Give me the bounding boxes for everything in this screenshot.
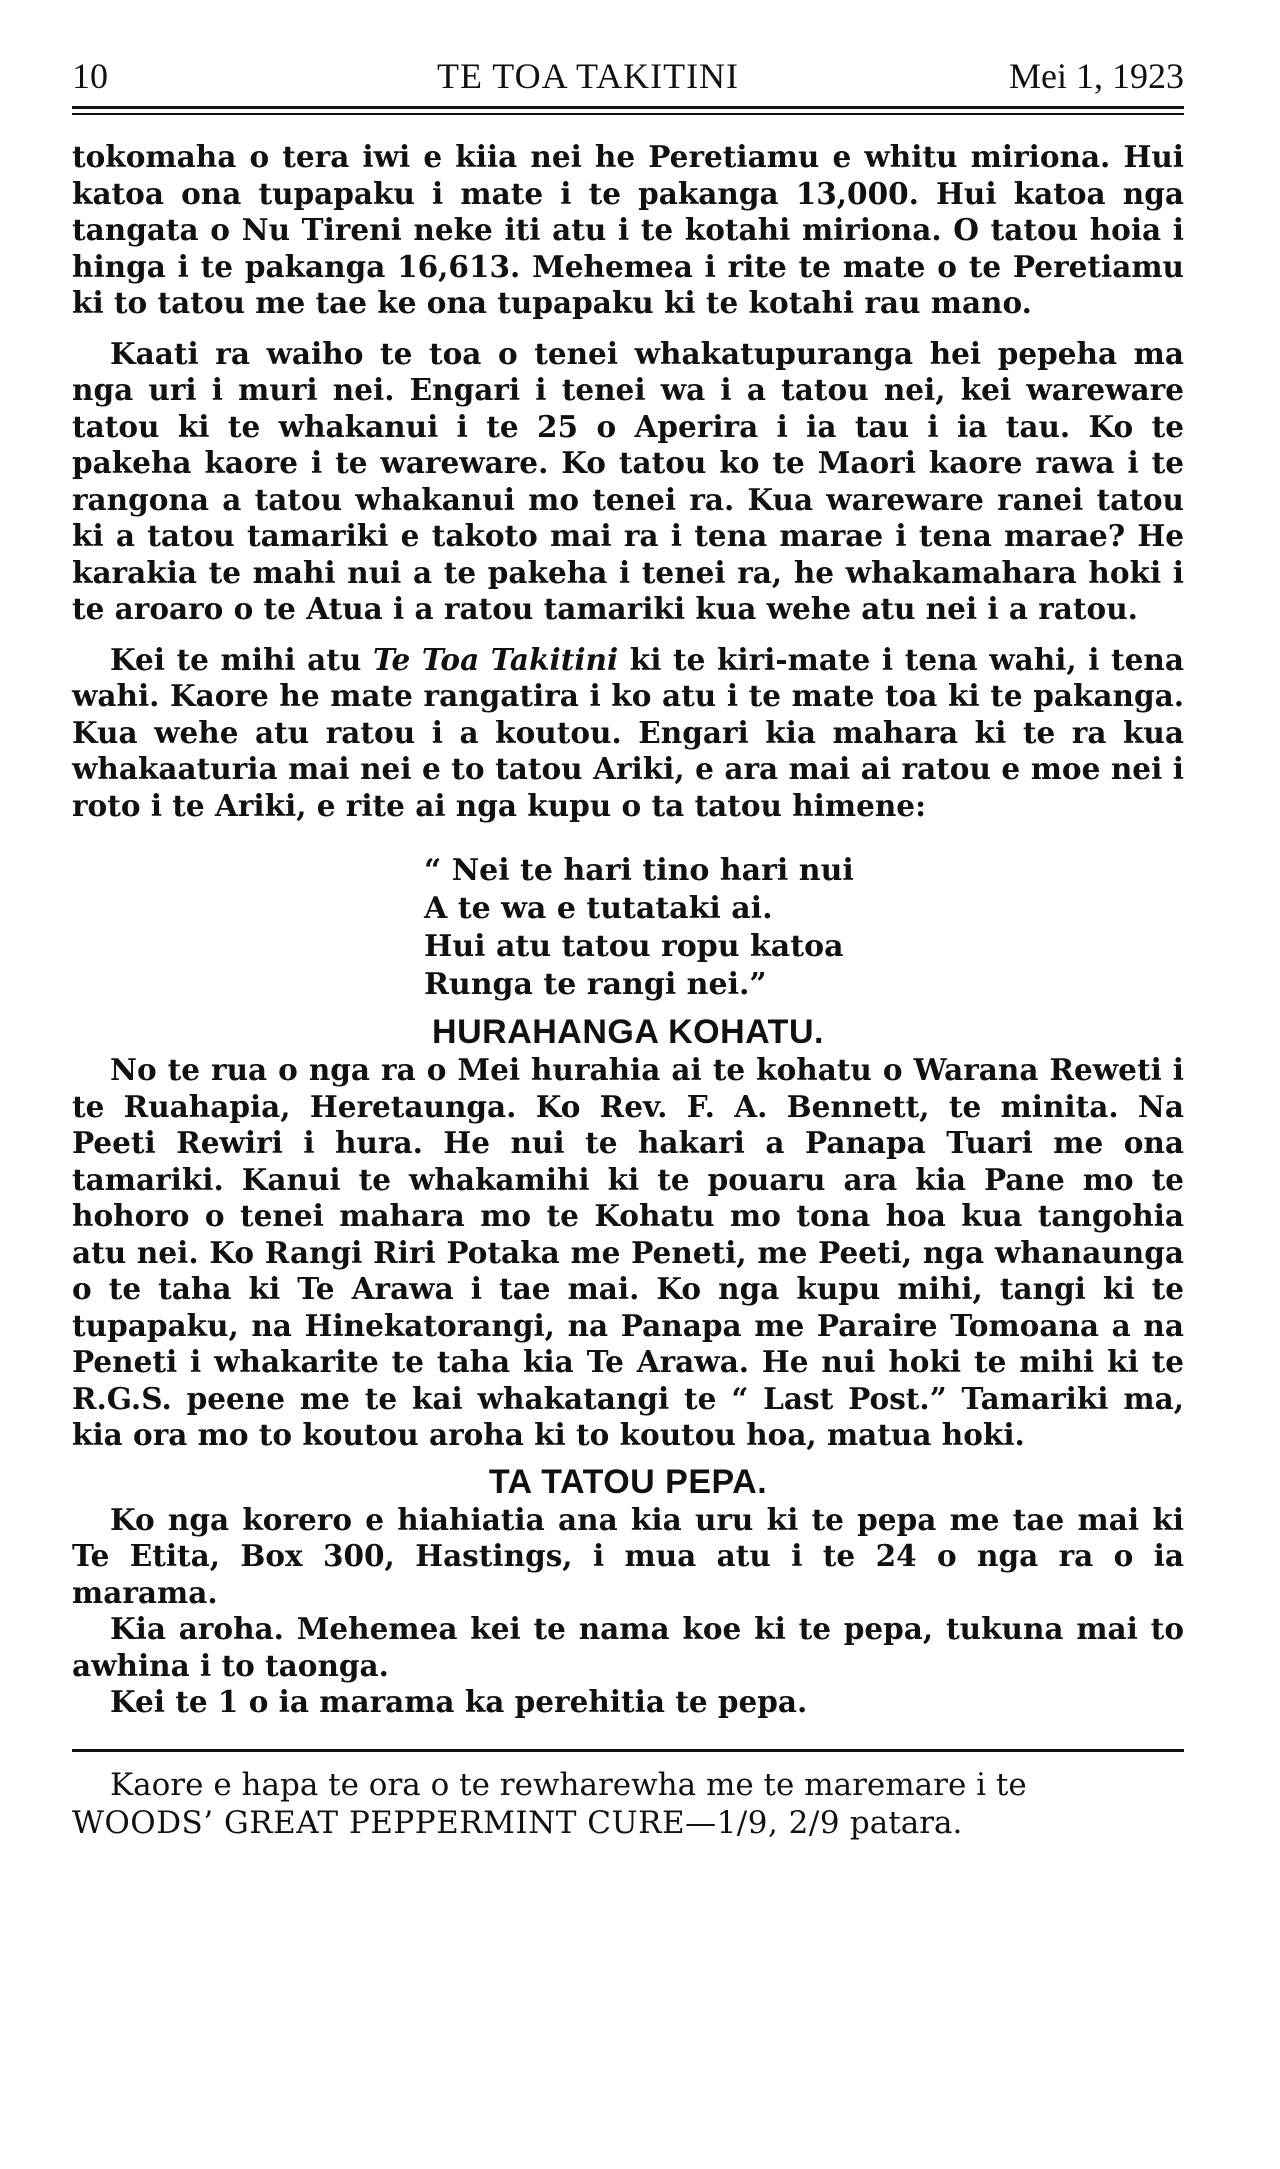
article1-paragraph-2: Kaati ra waiho te toa o tenei whakatupuranga hei pepeha ma nga uri i muri nei. Engari i tenei wa i a tatou nei, kei wareware tatou ki te whakanui i te 25 o Aperira i ia tau i ia tau. Ko te pakeha kaore i te wareware. Ko tatou ko te Maori kaore rawa i te rangona a tatou whakanui mo tenei ra. Kua wareware ranei tatou ki a tatou tamariki e takoto mai ra i tena marae i tena marae? He karakia te mahi nui a te pakeha i tenei ra, he whakamahara hoki i te aroaro o te Atua i a ratou tamariki kua wehe atu nei i a ratou.: [72, 335, 1184, 626]
header-rule: [72, 106, 1184, 115]
page-header: [72, 54, 1184, 98]
newspaper-page: [72, 54, 1184, 1842]
advert-product: WOODS’ GREAT PEPPERMINT CURE—1/9, 2/9: [72, 1804, 841, 1841]
article1-paragraph-1: tokomaha o tera iwi e kiia nei he Peretiamu e whitu miriona. Hui katoa ona tupapaku i mate i te pakanga 13,000. Hui katoa nga tangata o Nu Tireni neke iti atu i te kotahi miriona. O tatou hoia i hinga i te pakanga 16,613. Mehemea i rite te mate o te Peretiamu ki to tatou me tae ke ona tupapaku ki te kotahi rau mano.: [72, 139, 1184, 320]
hymn-line: A te wa e tutataki ai.: [424, 891, 773, 926]
advert-line-2: [72, 1804, 1184, 1842]
article3-heading: TA TATOU PEPA.: [488, 1462, 768, 1501]
page-number: 10: [72, 56, 108, 96]
hymn-line: Hui atu tatou ropu katoa: [424, 929, 844, 964]
hymn-line: “ Nei te hari tino hari nui: [424, 853, 854, 888]
advert-suffix: patara.: [840, 1804, 963, 1841]
article3-paragraph-2: Kia aroha. Mehemea kei te nama koe ki te pepa, tukuna mai to awhina i to taonga.: [72, 1611, 1184, 1683]
page-body: [72, 139, 1184, 1721]
article3-paragraph-3: Kei te 1 o ia marama ka perehitia te pepa.: [110, 1684, 808, 1719]
article3-paragraph-1: Ko nga korero e hiahiatia ana kia uru ki te pepa me tae mai ki Te Etita, Box 300, Hastings, i mua atu i te 24 o nga ra o ia marama.: [72, 1501, 1184, 1610]
advertisement: [72, 1766, 1184, 1842]
hymn-verse: [424, 852, 1184, 1004]
hymn-line: Runga te rangi nei.”: [424, 967, 767, 1002]
article1-paragraph-3-start: Kei te mihi atu: [110, 641, 373, 677]
advert-rule: [72, 1749, 1184, 1752]
publication-name-italic: Te Toa Takitini: [372, 641, 619, 677]
advert-line-1: Kaore e hapa te ora o te rewharewha me te maremare i te: [110, 1766, 1027, 1803]
issue-date: Mei 1, 1923: [1009, 56, 1184, 96]
publication-title: TE TOA TAKITINI: [436, 56, 740, 96]
article1-paragraph-3: [72, 642, 1184, 825]
article2-heading: HURAHANGA KOHATU.: [432, 1013, 824, 1051]
article1-paragraph-3-rest: ki te kiri-mate i tena wahi, i tena wahi. Kaore he mate rangatira i ko atu i te mate toa ki te pakanga. Kua wehe atu ratou i a koutou. Engari kia mahara ki te ra kua whakaaturia mai nei e to tatou Ariki, e ara mai ai ratou e moe nei i roto i te Ariki, e rite ai nga kupu o ta tatou himene:: [72, 641, 1184, 823]
article2-paragraph: No te rua o nga ra o Mei hurahia ai te kohatu o Warana Reweti i te Ruahapia, Heretaunga. Ko Rev. F. A. Bennett, te minita. Na Peeti Rewiri i hura. He nui te hakari a Panapa Tuari me ona tamariki. Kanui te whakamihi ki te pouaru ara kia Pane mo te hohoro o tenei mahara mo te Kohatu mo tona hoa kua tangohia atu nei. Ko Rangi Riri Potaka me Peneti, me Peeti, nga whanaunga o te taha ki Te Arawa i tae mai. Ko nga kupu mihi, tangi ki te tupapaku, na Hinekatorangi, na Panapa me Paraire Tomoana a na Peneti i whakarite te taha kia Te Arawa. He nui hoki te mihi ki te R.G.S. peene me te kai whakatangi te “ Last Post.” Tamariki ma, kia ora mo to koutou aroha ki to koutou hoa, matua hoki.: [72, 1052, 1184, 1452]
